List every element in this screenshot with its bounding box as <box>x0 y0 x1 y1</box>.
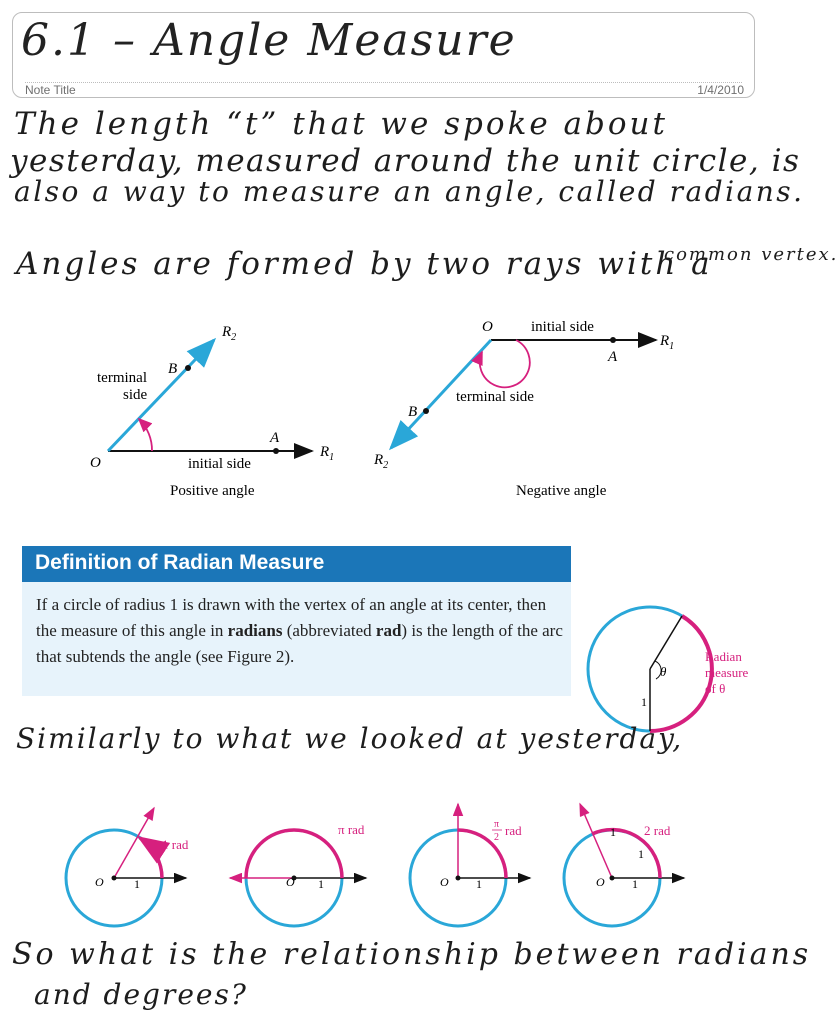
figure-radian-examples <box>40 790 730 930</box>
label-terminal-side: terminal side <box>456 389 534 405</box>
label-terminal: terminal <box>97 370 147 386</box>
note-title-label: Note Title <box>25 83 76 97</box>
label-r2: $R_2$ <box>374 452 389 471</box>
title-divider <box>25 82 742 83</box>
label-radius: 1 <box>641 695 647 709</box>
label-terminal-side: side <box>123 387 148 403</box>
definition-term-radians: radians <box>227 621 283 640</box>
caption-negative: Negative angle <box>516 483 607 499</box>
handwriting-line-4-tail: common vertex. <box>664 244 838 265</box>
definition-line-1: If a circle of radius 1 is drawn with the vertex of an angle at its center, then <box>36 595 547 614</box>
label-a: A <box>608 349 618 365</box>
label-1: 1 <box>638 847 644 861</box>
handwriting-line-4: Angles are formed by two rays with a <box>16 246 713 282</box>
definition-body <box>36 592 564 670</box>
label-measure: measure <box>705 665 749 680</box>
definition-term-rad: rad <box>375 621 402 640</box>
definition-line-2 <box>36 618 564 644</box>
definition-text: (abbreviated <box>282 621 376 640</box>
label-1-rad: 1 rad <box>162 837 189 852</box>
figure-angles <box>80 316 720 506</box>
handwriting-line-1: The length “t” that we spoke about <box>14 106 668 142</box>
label-rad: rad <box>505 823 522 838</box>
angle-arc <box>139 419 152 451</box>
label-o: O <box>90 455 101 471</box>
label-a: A <box>270 430 280 446</box>
label-1: 1 <box>610 825 616 839</box>
label-of-theta: of θ <box>705 681 726 696</box>
label-o: O <box>286 875 295 889</box>
definition-line-3: that subtends the angle (see Figure 2). <box>36 647 295 666</box>
handwriting-line-6: So what is the relationship between radians <box>12 937 812 972</box>
label-o: O <box>596 875 605 889</box>
label-o: O <box>95 875 104 889</box>
label-2: 2 <box>494 832 499 843</box>
label-o: O <box>482 319 493 335</box>
label-pi-rad: π rad <box>338 822 365 837</box>
example-1-rad <box>66 808 189 926</box>
definition-box <box>22 546 571 696</box>
label-1: 1 <box>318 877 324 891</box>
definition-text: the measure of this angle in <box>36 621 228 640</box>
label-1: 1 <box>476 877 482 891</box>
label-r1: $R_1$ <box>660 333 675 352</box>
label-initial-side: initial side <box>531 319 594 335</box>
note-title: 6.1 – Angle Measure <box>21 15 517 66</box>
positive-angle-figure <box>90 324 334 499</box>
negative-angle-figure <box>373 319 674 499</box>
handwriting-line-7: and degrees? <box>34 978 248 1011</box>
label-1: 1 <box>632 877 638 891</box>
label-1: 1 <box>134 877 140 891</box>
label-b: B <box>168 361 178 377</box>
label-initial-side: initial side <box>188 456 251 472</box>
example-2-rad <box>564 804 684 926</box>
handwriting-line-2: yesterday, measured around the unit circle, is <box>10 143 801 179</box>
note-title-box <box>12 12 755 98</box>
label-r1: $R_1$ <box>320 444 335 463</box>
definition-text: ) is the length of the arc <box>401 621 563 640</box>
handwriting-line-3: also a way to measure an angle, called radians. <box>14 175 805 208</box>
definition-title: Definition of Radian Measure <box>35 551 325 574</box>
definition-header <box>22 546 571 582</box>
label-radian: Radian <box>705 649 742 664</box>
label-b: B <box>408 404 418 420</box>
note-date: 1/4/2010 <box>697 83 744 97</box>
figure-radian-circle <box>580 604 760 734</box>
label-theta: θ <box>660 664 667 679</box>
angle-arc <box>480 340 530 387</box>
label-2-rad: 2 rad <box>644 823 671 838</box>
example-pi-rad <box>230 822 366 926</box>
caption-positive: Positive angle <box>170 483 255 499</box>
example-half-pi-rad <box>410 804 530 926</box>
label-r2: $R_2$ <box>222 324 237 343</box>
handwriting-line-5: Similarly to what we looked at yesterday, <box>16 722 684 755</box>
label-o: O <box>440 875 449 889</box>
label-pi: π <box>494 819 500 830</box>
